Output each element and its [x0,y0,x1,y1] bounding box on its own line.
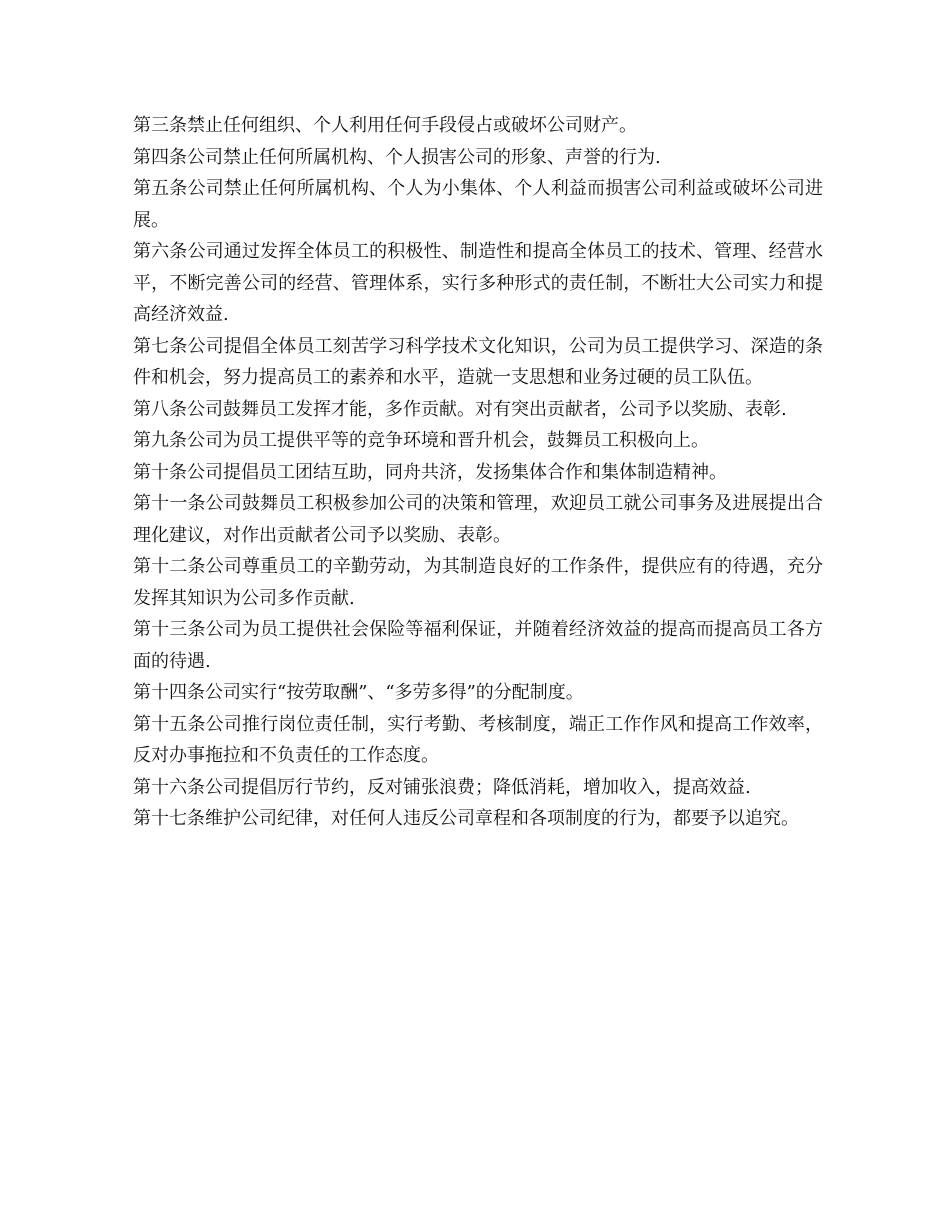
article-12: 第十二条公司尊重员工的辛勤劳动，为其制造良好的工作条件，提供应有的待遇，充分发挥其知识为公司多作贡献. [133,556,823,609]
article-14: 第十四条公司实行“按劳取酬”、“多劳多得”的分配制度。 [133,682,584,703]
article-17: 第十七条维护公司纪律，对任何人违反公司章程和各项制度的行为，都要予以追究。 [133,808,799,829]
article-7: 第七条公司提倡全体员工刻苦学习科学技术文化知识，公司为员工提供学习、深造的条件和机会，努力提高员工的素养和水平，造就一支思想和业务过硬的员工队伍。 [133,335,823,388]
document-body [133,110,823,835]
article-6: 第六条公司通过发挥全体员工的积极性、制造性和提高全体员工的技术、管理、经营水平，不断完善公司的经营、管理体系，实行多种形式的责任制，不断壮大公司实力和提高经济效益. [133,241,823,325]
article-16: 第十六条公司提倡厉行节约，反对铺张浪费；降低消耗，增加收入，提高效益. [133,776,751,798]
article-9: 第九条公司为员工提供平等的竞争环境和晋升机会，鼓舞员工积极向上。 [133,430,709,451]
article-5: 第五条公司禁止任何所属机构、个人为小集体、个人利益而损害公司利益或破坏公司进展。 [133,178,823,231]
article-4: 第四条公司禁止任何所属机构、个人损害公司的形象、声誉的行为. [133,146,661,168]
article-3: 第三条禁止任何组织、个人利用任何手段侵占或破坏公司财产。 [133,115,637,136]
article-8: 第八条公司鼓舞员工发挥才能，多作贡献。对有突出贡献者，公司予以奖励、表彰. [133,398,787,420]
article-15: 第十五条公司推行岗位责任制，实行考勤、考核制度，端正工作作风和提高工作效率，反对办事拖拉和不负责任的工作态度。 [133,713,823,766]
article-10: 第十条公司提倡员工团结互助，同舟共济，发扬集体合作和集体制造精神。 [133,461,727,483]
article-13: 第十三条公司为员工提供社会保险等福利保证，并随着经济效益的提高而提高员工各方面的待遇. [133,619,823,672]
article-11: 第十一条公司鼓舞员工积极参加公司的决策和管理，欢迎员工就公司事务及进展提出合理化建议，对作出贡献者公司予以奖励、表彰。 [133,493,823,546]
